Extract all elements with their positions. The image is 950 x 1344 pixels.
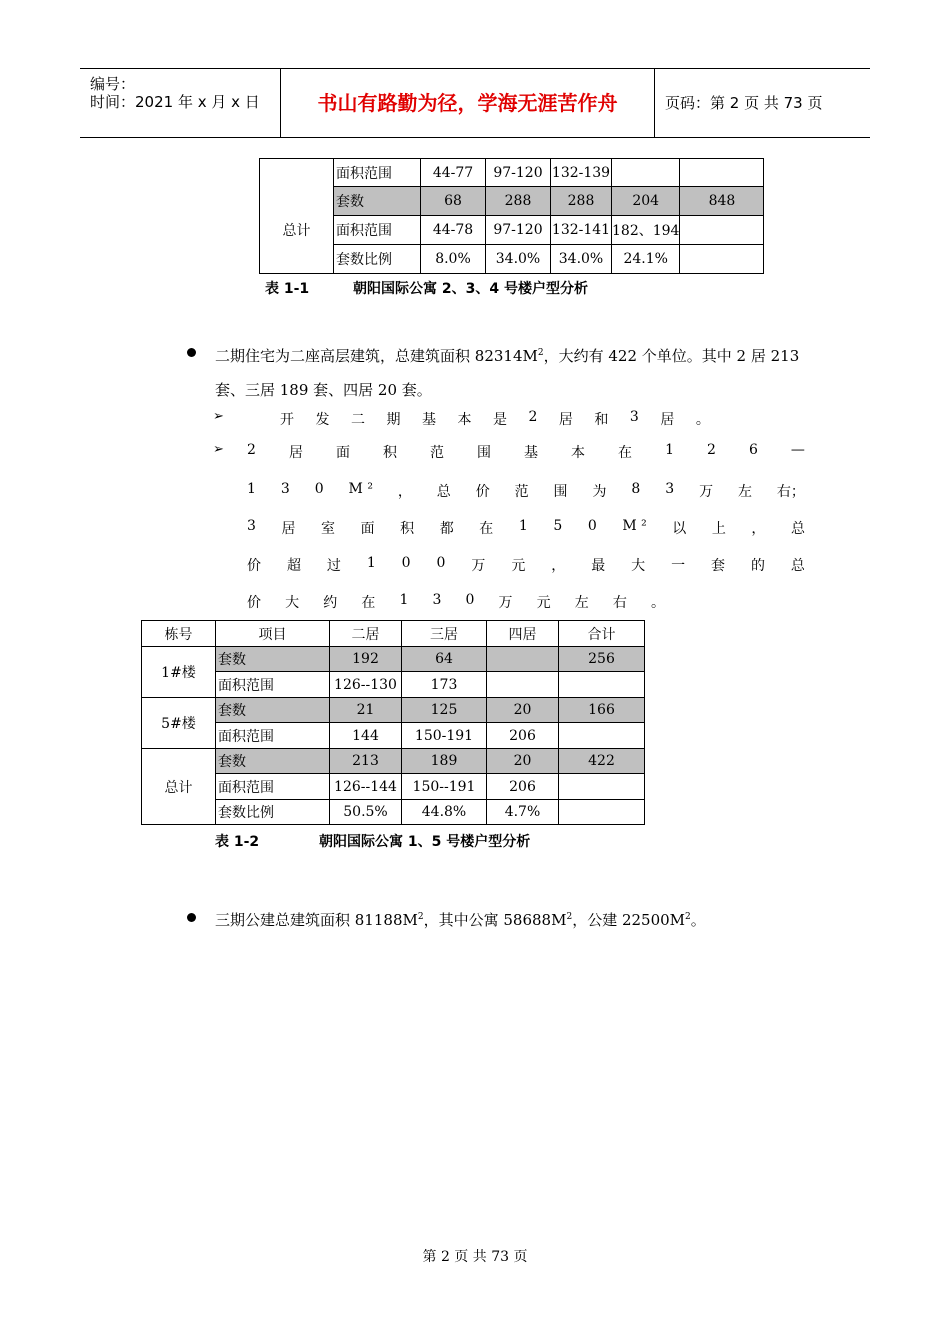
spaced-char: 右；	[776, 484, 805, 500]
spaced-char: 二	[351, 412, 365, 428]
spaced-char: 大	[285, 595, 300, 611]
spaced-char: 大	[631, 558, 646, 574]
spaced-char: 0	[587, 518, 597, 534]
spaced-char: 室	[321, 521, 336, 537]
spaced-char: 3	[247, 518, 256, 534]
spaced-char: 范	[514, 484, 529, 500]
spaced-char: 1	[366, 555, 376, 571]
header-page-label: 页码：第 2 页 共 73 页	[665, 94, 823, 112]
spaced-char: 总	[790, 521, 805, 537]
bullet-icon	[187, 913, 196, 922]
spaced-char: 6	[748, 442, 758, 458]
spaced-char: 发	[315, 412, 330, 428]
page-footer: 第 2 页 共 73 页	[422, 1249, 528, 1265]
spaced-char: 3	[280, 481, 290, 497]
spaced-char: 万	[498, 595, 513, 611]
spaced-char: 和	[594, 412, 609, 428]
table-1-2	[141, 620, 645, 825]
spaced-char: 基	[422, 412, 436, 428]
page-header	[80, 68, 870, 138]
spaced-char: 范	[429, 445, 444, 461]
spaced-char: 8	[631, 481, 641, 497]
spaced-char: 面	[335, 445, 350, 461]
spaced-char: 1	[247, 481, 256, 497]
spaced-char: 元	[511, 558, 526, 574]
spaced-char: 元	[536, 595, 551, 611]
table-row: 总计 套数 68 288 288 204 848	[260, 187, 764, 216]
paragraph-phase2: 二期住宅为二座高层建筑，总建筑面积 $82314M^2$，大约有 422 个单位。其中 2 居 213 套、三居 189 套、四居 20 套。	[215, 347, 800, 399]
paragraph-phase3: 三期公建总建筑面积 $81188M^2$，其中公寓 $58688M^2$，公建 $22500M^2$。	[215, 911, 706, 929]
spaced-char: 以	[672, 521, 687, 537]
spaced-char: 价	[247, 595, 261, 611]
spaced-char: 右	[612, 595, 627, 611]
table-row: 5#楼 套数 21 125 20 166	[142, 698, 645, 723]
spaced-char: 为	[592, 484, 607, 500]
spaced-char: 1	[399, 592, 409, 608]
bullet-icon	[187, 348, 196, 357]
spaced-char: 基	[524, 445, 539, 461]
table-1-1	[259, 158, 764, 274]
spaced-char: 0	[436, 555, 446, 571]
spaced-char: 在	[361, 595, 376, 611]
spaced-char: 2	[247, 442, 256, 458]
spaced-char: M ²	[348, 481, 373, 497]
spaced-char: 2	[707, 442, 716, 458]
table-row: 套数比例 8.0% 34.0% 34.0% 24.1%	[260, 245, 764, 274]
spaced-char: —	[790, 442, 805, 458]
table-row: 套数比例 50.5% 44.8% 4.7%	[142, 800, 645, 825]
spaced-char: ，	[397, 484, 412, 500]
spaced-char: ，	[551, 558, 566, 574]
sub-item-2-line2	[247, 481, 805, 501]
spaced-char: 约	[323, 595, 338, 611]
spaced-char: 积	[400, 521, 415, 537]
spaced-char: 5	[553, 518, 563, 534]
header-meta	[80, 69, 281, 137]
spaced-char: 总	[436, 484, 451, 500]
spaced-char: 过	[326, 558, 341, 574]
spaced-char: 1	[518, 518, 528, 534]
spaced-char: 3	[665, 481, 675, 497]
spaced-char: 。	[695, 412, 710, 428]
table-row: 面积范围 126--130 173	[142, 672, 645, 698]
spaced-char: 居	[288, 445, 303, 461]
sub-item-2-line4	[247, 555, 805, 575]
header-motto: 书山有路勤为径，学海无涯苦作舟	[281, 69, 655, 137]
spaced-char: ，	[751, 521, 766, 537]
table-row: 面积范围 44-78 97-120 132-141 182、194	[260, 216, 764, 245]
table-header-row: 栋号 项目 二居 三居 四居 合计	[142, 621, 645, 647]
spaced-char: 围	[477, 445, 491, 461]
spaced-char: 左	[574, 595, 589, 611]
spaced-char: 3	[629, 409, 639, 425]
arrow-bullet-icon: ➢	[213, 442, 224, 457]
spaced-char: 都	[439, 521, 454, 537]
table-row: 总计 套数 213 189 20 422	[142, 749, 645, 774]
spaced-char: 0	[465, 592, 475, 608]
spaced-char: 超	[286, 558, 301, 574]
spaced-char: 最	[591, 558, 606, 574]
sub-item-1	[280, 409, 710, 429]
table-row: 面积范围 126--144 150--191 206	[142, 774, 645, 800]
sub-item-2-line5	[247, 592, 665, 612]
spaced-char: 在	[479, 521, 494, 537]
spaced-char: 围	[553, 484, 568, 500]
spaced-char: 0	[314, 481, 324, 497]
spaced-char: 总	[790, 558, 805, 574]
spaced-char: 3	[432, 592, 442, 608]
spaced-char: 上	[711, 521, 726, 537]
spaced-char: 价	[247, 558, 261, 574]
spaced-char: 一	[671, 558, 686, 574]
spaced-char: 左	[738, 484, 752, 500]
table-row: 面积范围 144 150-191 206	[142, 723, 645, 749]
spaced-char: 积	[382, 445, 397, 461]
spaced-char: 期	[386, 412, 401, 428]
spaced-char: 价	[475, 484, 490, 500]
spaced-char: 居	[558, 412, 573, 428]
spaced-char: 本	[457, 412, 472, 428]
spaced-char: 。	[650, 595, 665, 611]
spaced-char: 万	[471, 558, 486, 574]
spaced-char: 2	[528, 409, 538, 425]
sub-item-2-line1	[247, 442, 805, 462]
table-row: 面积范围 44-77 97-120 132-139	[260, 159, 764, 187]
spaced-char: 1	[665, 442, 674, 458]
spaced-char: M ²	[622, 518, 647, 534]
spaced-char: 套	[711, 558, 726, 574]
spaced-char: 在	[618, 445, 633, 461]
time-label: 时间：2021 年 x 月 x 日	[90, 93, 260, 111]
spaced-char: 居	[281, 521, 296, 537]
table-row: 1#楼 套数 192 64 256	[142, 647, 645, 672]
spaced-char: 的	[750, 558, 765, 574]
arrow-bullet-icon: ➢	[213, 409, 224, 424]
spaced-char: 面	[360, 521, 375, 537]
spaced-char: 居	[660, 412, 675, 428]
spaced-char: 是	[493, 412, 507, 428]
spaced-char: 开	[280, 412, 294, 428]
number-label: 编号：	[90, 75, 136, 93]
spaced-char: 0	[401, 555, 411, 571]
spaced-char: 万	[699, 484, 714, 500]
sub-item-2-line3	[247, 518, 805, 538]
spaced-char: 本	[571, 445, 586, 461]
